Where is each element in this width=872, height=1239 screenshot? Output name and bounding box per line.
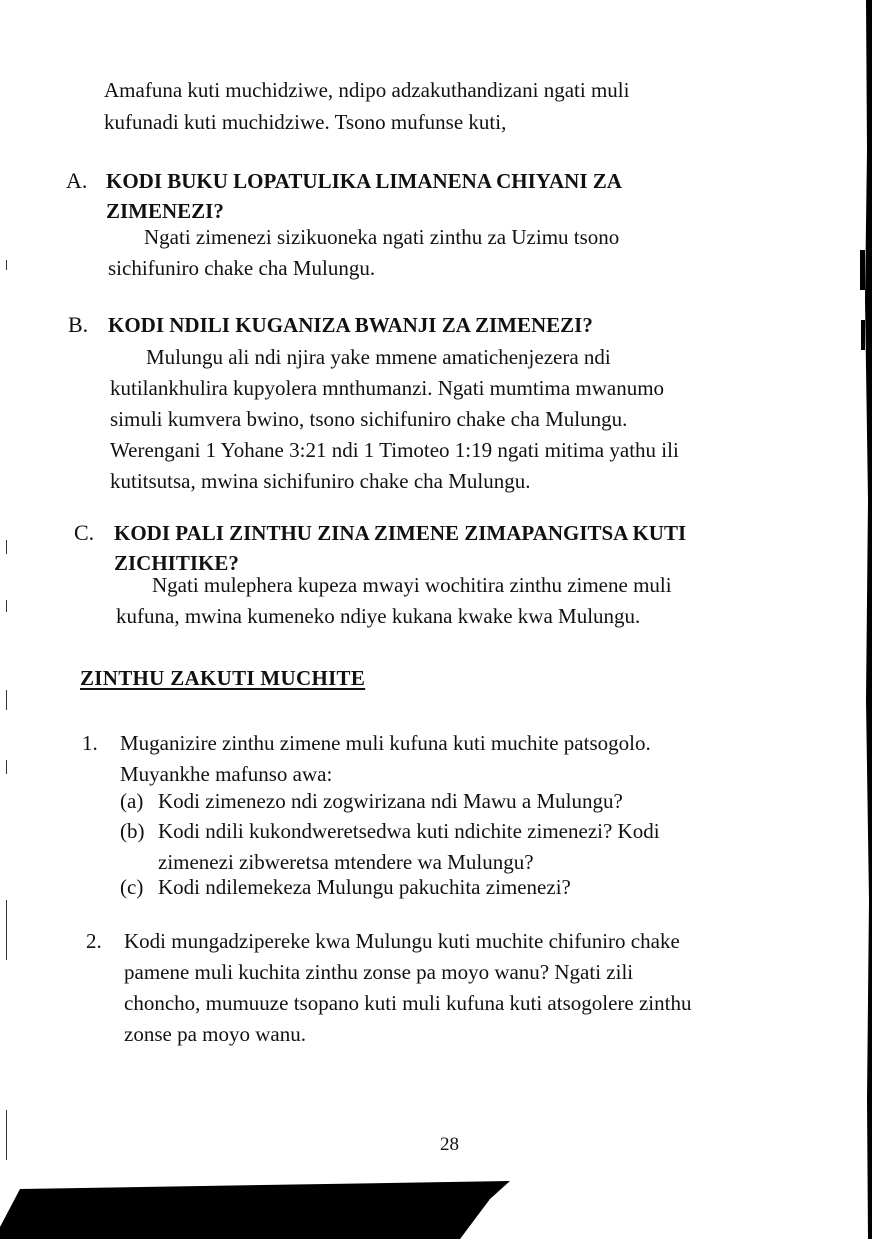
section-letter: B. [68,312,89,337]
body-line: sichifuniro chake cha Mulungu. [108,256,376,280]
section-title-line: ZIMENEZI? [106,199,224,223]
page-number: 28 [440,1134,459,1155]
task-text [120,728,780,790]
section-a-body [108,222,748,284]
subitem-text [158,816,768,878]
body-line: kutilankhulira kupyolera mnthumanzi. Ngati mumtima mwanumo [110,376,665,400]
task-line: pamene muli kuchita zinthu zonse pa moyo wanu? Ngati zili [124,960,634,984]
task-item-2 [86,926,816,1050]
task-number: 2. [86,929,102,953]
section-title-line: KODI NDILI KUGANIZA BWANJI ZA ZIMENEZI? [108,313,593,337]
subitem-line: Kodi ndili kukondweretsedwa kuti ndichite zimenezi? Kodi [158,819,660,843]
subitem-text [158,786,768,817]
subitem-line: Kodi zimenezo ndi zogwirizana ndi Mawu a Mulungu? [158,789,623,813]
subitem-label: (a) [120,789,144,813]
section-a-heading [66,166,826,230]
body-line: Mulungu ali ndi njira yake mmene amatichenjezera ndi [146,345,611,369]
scan-edge-right [858,0,872,1239]
body-line: kufuna, mwina kumeneko ndiye kukana kwake kwa Mulungu. [116,604,641,628]
body-line: Ngati mulephera kupeza mwayi wochitira zinthu zimene muli [152,573,672,597]
task-item-1 [82,728,802,792]
section-title-line: KODI BUKU LOPATULIKA LIMANENA CHIYANI ZA [106,169,622,193]
section-title-line: ZICHITIKE? [114,551,239,575]
task-line: Muyankhe mafunso awa: [120,762,333,786]
task-line: zonse pa moyo wanu. [124,1022,306,1046]
task-line: Muganizire zinthu zimene muli kufuna kuti muchite patsogolo. [120,731,651,755]
task-text [124,926,814,1050]
subitem-label: (b) [120,819,145,843]
tasks-heading: ZINTHU ZAKUTI MUCHITE [80,666,366,690]
intro-paragraph [104,74,744,138]
subitem-text [158,872,768,903]
scan-edge-bottom [0,1179,520,1239]
section-letter: C. [74,520,95,545]
body-line: Ngati zimenezi sizikuoneka ngati zinthu za Uzimu tsono [144,225,620,249]
section-title [106,166,806,226]
section-title [108,310,808,340]
task-line: choncho, mumuuze tsopano kuti muli kufuna kuti atsogolere zinthu [124,991,692,1015]
section-b-body [110,342,790,497]
section-title-line: KODI PALI ZINTHU ZINA ZIMENE ZIMAPANGITSA KUTI [114,521,687,545]
subitem-label: (c) [120,875,144,899]
section-c-body [116,570,786,632]
subitem-line: zimenezi zibweretsa mtendere wa Mulungu? [158,850,534,874]
section-letter: A. [66,168,88,193]
task-line: Kodi mungadzipereke kwa Mulungu kuti muchite chifuniro chake [124,929,680,953]
intro-line: Amafuna kuti muchidziwe, ndipo adzakuthandizani ngati muli [104,78,630,102]
subitem-line: Kodi ndilemekeza Mulungu pakuchita zimenezi? [158,875,571,899]
section-title [114,518,814,578]
body-line: simuli kumvera bwino, tsono sichifuniro chake cha Mulungu. [110,407,628,431]
body-line: Werengani 1 Yohane 3:21 ndi 1 Timoteo 1:19 ngati mitima yathu ili [110,438,679,462]
task-number: 1. [82,731,98,755]
intro-line: kufunadi kuti muchidziwe. Tsono mufunse kuti, [104,110,507,134]
body-line: kutitsutsa, mwina sichifuniro chake cha Mulungu. [110,469,531,493]
scan-marks-left [4,0,10,1239]
section-b-heading [68,310,828,344]
